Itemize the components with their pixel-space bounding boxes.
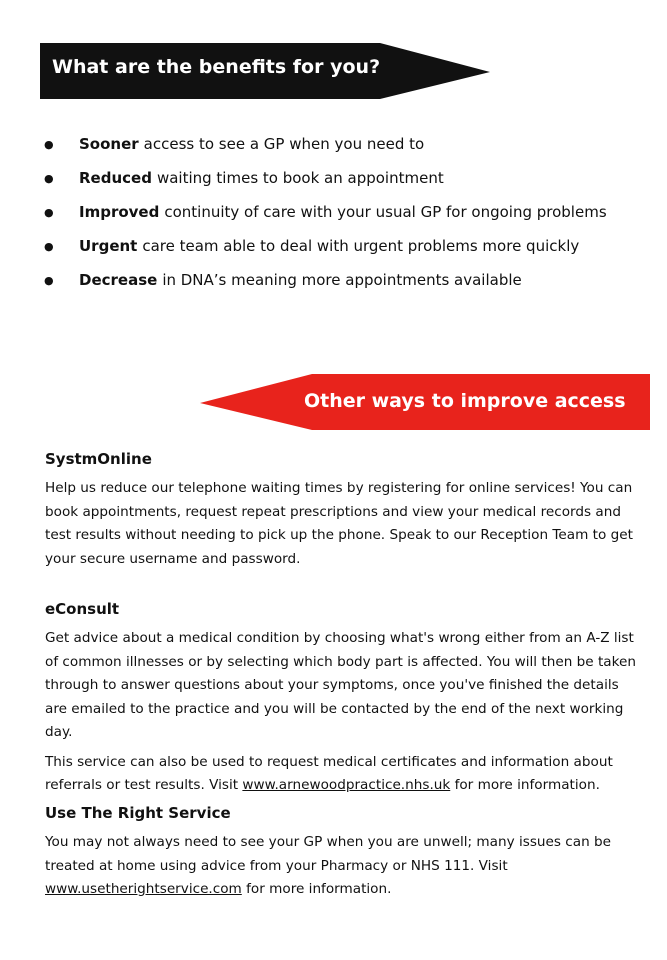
bullet-icon: ● xyxy=(44,205,54,219)
other-ways-banner xyxy=(200,372,652,432)
list-item xyxy=(44,195,607,229)
bullet-icon: ● xyxy=(44,273,54,287)
benefits-list xyxy=(44,127,607,297)
benefit-text: in DNA’s meaning more appointments available xyxy=(162,271,522,289)
section-heading: eConsult xyxy=(45,600,120,618)
section-body xyxy=(45,831,645,902)
benefit-keyword: Decrease xyxy=(79,271,158,289)
list-item xyxy=(44,127,607,161)
section-heading: Use The Right Service xyxy=(45,804,231,822)
practice-website-link[interactable]: www.arnewoodpractice.nhs.uk xyxy=(242,777,451,793)
list-item xyxy=(44,263,607,297)
section-heading: SystmOnline xyxy=(45,450,152,468)
benefit-keyword: Urgent xyxy=(79,237,138,255)
bullet-icon: ● xyxy=(44,137,54,151)
bullet-icon: ● xyxy=(44,239,54,253)
benefit-keyword: Improved xyxy=(79,203,160,221)
text-after-link: for more information. xyxy=(241,881,392,897)
benefit-text: continuity of care with your usual GP for ongoing problems xyxy=(164,203,607,221)
systmonline-section xyxy=(45,450,645,577)
benefit-text: waiting times to book an appointment xyxy=(156,169,444,187)
text-before-link: This service can also be used to request medical certificates and information about referrals or test results. Visit xyxy=(45,753,613,793)
econsult-section xyxy=(45,600,645,804)
section-body-2 xyxy=(45,751,645,798)
benefit-keyword: Sooner xyxy=(79,135,139,153)
benefit-text: access to see a GP when you need to xyxy=(143,135,425,153)
bullet-icon: ● xyxy=(44,171,54,185)
text-after-link: for more information. xyxy=(450,777,600,793)
benefits-banner xyxy=(40,41,492,101)
list-item xyxy=(44,161,607,195)
text-before-link: You may not always need to see your GP when you are unwell; many issues can be treated at home using advice from your Pharmacy or NHS 111. Visit xyxy=(45,834,612,874)
benefit-text: care team able to deal with urgent problems more quickly xyxy=(142,237,580,255)
right-service-link[interactable]: www.usetherightservice.com xyxy=(45,881,242,897)
section-body: Get advice about a medical condition by choosing what's wrong either from an A-Z list of common illnesses or by selecting which body part is affected. You will then be taken through to answer questions about your symptoms, once you've finished the details are emailed to the practice and you will be contacted by the end of the next working day. xyxy=(45,630,636,740)
benefits-banner-title: What are the benefits for you? xyxy=(52,56,381,78)
right-service-section xyxy=(45,804,645,908)
section-body: Help us reduce our telephone waiting times by registering for online services! You can book appointments, request repeat prescriptions and view your medical records and test results without needing to pick up the phone. Speak to our Reception Team to get your secure username and password. xyxy=(45,480,633,567)
benefit-keyword: Reduced xyxy=(79,169,152,187)
list-item xyxy=(44,229,607,263)
other-ways-banner-title: Other ways to improve access xyxy=(304,390,626,412)
